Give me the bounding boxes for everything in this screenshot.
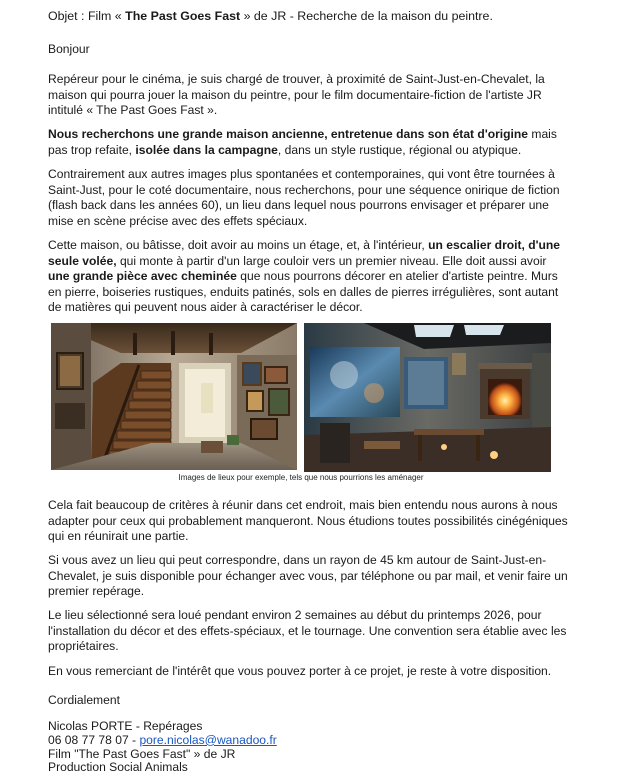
subject-prefix: Objet : Film « — [48, 9, 126, 23]
criteria-paragraph-2 — [48, 238, 568, 316]
signature-email-link[interactable]: pore.nicolas@wanadoo.fr — [139, 732, 277, 747]
criteria1-bold2: isolée dans la campagne — [135, 142, 278, 157]
criteria1-text2: , dans un style rustique, régional ou atypique. — [277, 142, 522, 157]
adapt-paragraph: Cela fait beaucoup de critères à réunir dans cet endroit, mais bien entendu nous aurons à nous adapter pour ceux qui probablement manqueront. Nous étudions toutes possibilités cinégéniques qui en réunirait une partie. — [48, 498, 568, 544]
contact-paragraph: Si vous avez un lieu qui peut correspondre, dans un rayon de 45 km autour de Saint-Just-en-Chevalet, je suis disponible pour échanger avec vous, par téléphone ou par mail, et venir faire un premier repérage. — [48, 553, 568, 599]
subject-suffix: » de JR - Recherche de la maison du peintre. — [240, 9, 493, 23]
signature-phone: 06 08 77 78 07 - — [48, 732, 140, 747]
criteria2-text3: que nous pourrons décorer en atelier d'artiste peintre. Murs en pierre, boiseries rustiques, enduits patinés, sols en dalles de pierres irrégulières, sont autant de matières qui peuvent nous aider à caractériser le décor. — [48, 269, 559, 315]
signature-block — [48, 720, 277, 775]
subject-line — [48, 9, 493, 23]
signature-name: Nicolas PORTE - Repérages — [48, 719, 203, 733]
example-photo-atelier-fireplace — [304, 323, 551, 472]
thanks-paragraph: En vous remerciant de l'intérêt que vous pouvez porter à ce projet, je reste à votre disposition. — [48, 664, 552, 678]
atelier-illustration — [304, 323, 551, 472]
criteria1-bold1: Nous recherchons une grande maison ancienne, entretenue dans son état d'origine — [48, 127, 529, 141]
criteria2-bold2: une grande pièce avec cheminée — [48, 269, 237, 284]
signature-contact-line — [48, 734, 277, 748]
criteria-paragraph-1 — [48, 127, 568, 158]
criteria2-bold1: un escalier droit, d'une seule volée, — [48, 238, 561, 268]
criteria2-text1: Cette maison, ou bâtisse, doit avoir au moins un étage, et, à l'intérieur, — [48, 238, 429, 252]
closing-regards: Cordialement — [48, 693, 120, 707]
rental-paragraph: Le lieu sélectionné sera loué pendant environ 2 semaines au début du printemps 2026, pour l'installation du décor et des effets-spéciaux, et le tournage. Une convention sera établie avec les propriétaires. — [48, 608, 567, 654]
intro-paragraph: Repéreur pour le cinéma, je suis chargé de trouver, à proximité de Saint-Just-en-Chevalet, la maison qui pourra jouer la maison du peintre, pour le film documentaire-fiction de l'artiste JR intitulé « The Past Goes Fast ». — [48, 72, 545, 118]
signature-production: Production Social Animals — [48, 760, 188, 775]
criteria2-text2: qui monte à partir d'un large couloir vers un premier niveau. Elle doit aussi avoir — [116, 253, 547, 268]
image-caption: Images de lieux pour exemple, tels que nous pourrions les aménager — [178, 473, 424, 482]
example-photo-staircase — [51, 323, 297, 470]
context-paragraph: Contrairement aux autres images plus spontanées et contemporaines, qui vont être tournées à Saint-Just, pour le coté documentaire, nous recherchons, pour une séquence onirique de fiction (flash back dans les années 60), un lieu dans lequel nous pourrons envisager et préparer une mise en scène précise avec des effets spéciaux. — [48, 167, 560, 228]
film-title: The Past Goes Fast — [125, 9, 241, 23]
staircase-illustration — [51, 323, 297, 470]
signature-film: Film "The Past Goes Fast" » de JR — [48, 746, 236, 761]
greeting: Bonjour — [48, 42, 90, 56]
criteria1-text1: mais pas trop refaite, — [48, 127, 557, 157]
